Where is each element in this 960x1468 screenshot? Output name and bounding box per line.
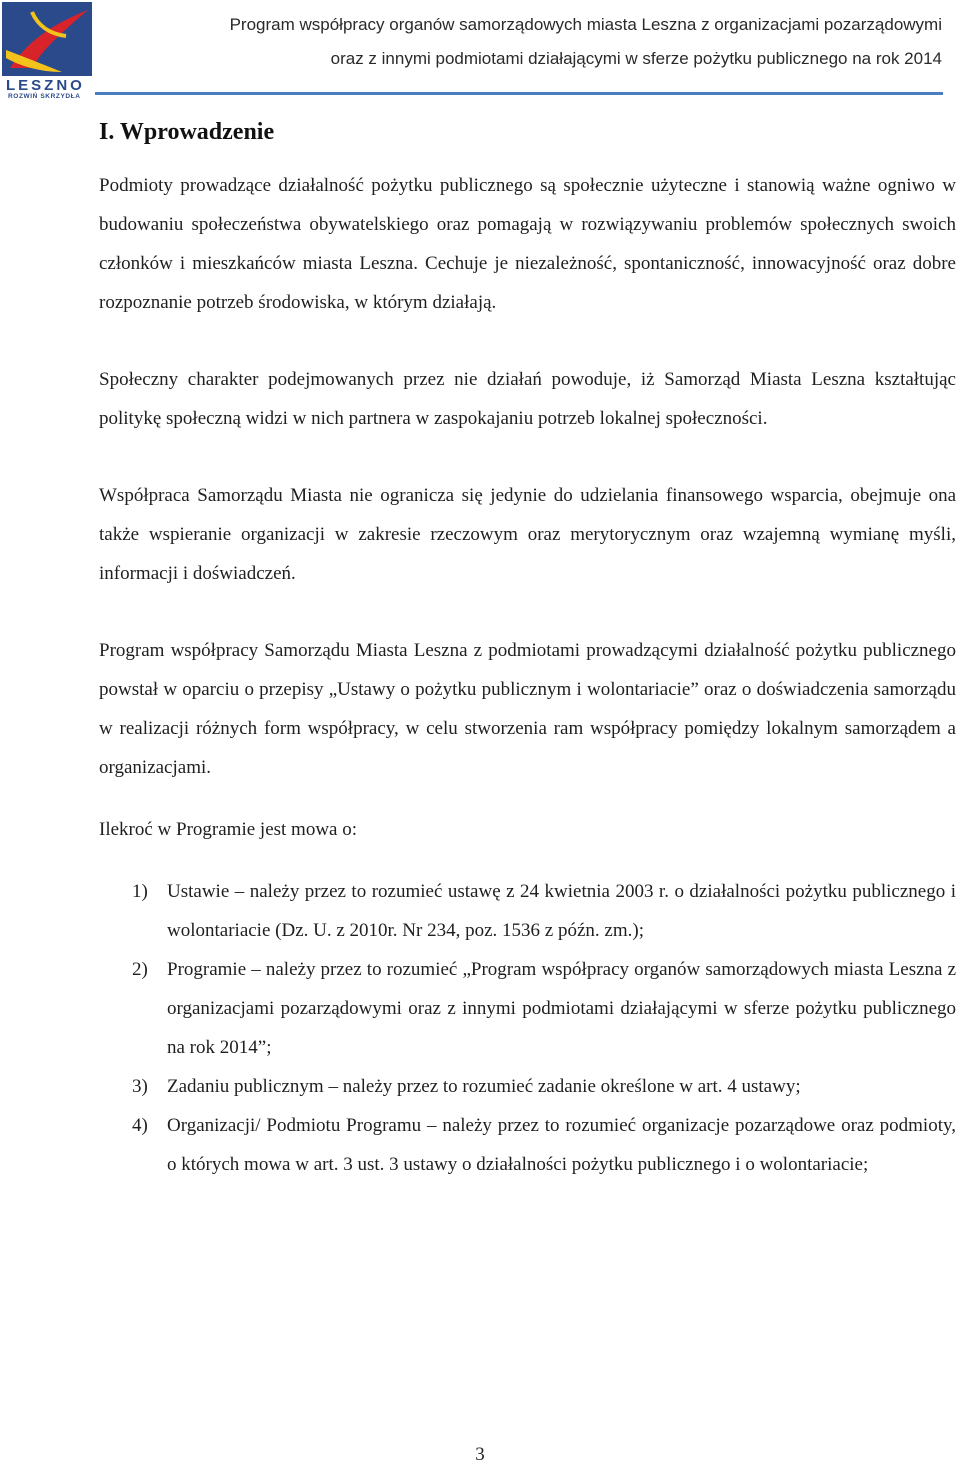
list-item-text: Zadaniu publicznym – należy przez to rozumieć zadanie określone w art. 4 ustawy; bbox=[167, 1076, 801, 1097]
definitions-list bbox=[99, 872, 956, 1184]
list-item bbox=[99, 872, 956, 950]
paragraph: Program współpracy Samorządu Miasta Leszna z podmiotami prowadzącymi działalność pożytku publicznego powstał w oparciu o przepisy „Ustawy o pożytku publicznym i wolontariacie” oraz o doświadczenia samorządu w realizacji różnych form współpracy, w celu stworzenia ram współpracy pomiędzy lokalnym samorządem a organizacjami. bbox=[99, 640, 956, 778]
list-item-text: Ustawie – należy przez to rozumieć ustawę z 24 kwietnia 2003 r. o działalności pożytku publicznego i wolontariacie (Dz. U. z 2010r. Nr 234, poz. 1536 z późn. zm.); bbox=[167, 881, 956, 941]
logo-tagline: ROZWIŃ SKRZYDŁA bbox=[8, 93, 81, 100]
list-item bbox=[99, 1106, 956, 1184]
list-item-number: 1) bbox=[132, 881, 148, 902]
header-title-line-2: oraz z innymi podmiotami działającymi w sferze pożytku publicznego na rok 2014 bbox=[330, 49, 942, 68]
list-item-number: 3) bbox=[132, 1076, 148, 1097]
list-item bbox=[99, 950, 956, 1067]
list-item-number: 4) bbox=[132, 1115, 148, 1136]
list-item-text: Programie – należy przez to rozumieć „Program współpracy organów samorządowych miasta Leszna z organizacjami pozarządowymi oraz z innymi podmiotami działającymi w sferze pożytku publicznego na rok 2014”; bbox=[167, 959, 956, 1058]
paragraph: Ilekroć w Programie jest mowa o: bbox=[99, 819, 358, 840]
list-item bbox=[99, 1067, 956, 1106]
leszno-logo bbox=[2, 2, 92, 100]
paragraph: Podmioty prowadzące działalność pożytku publicznego są społecznie użyteczne i stanowią ważne ogniwo w budowaniu społeczeństwa obywatelskiego oraz pomagają w rozwiązywaniu problemów społecznych swoich członków i mieszkańców miasta Leszna. Cechuje je niezależność, spontaniczność, innowacyjność oraz dobre rozpoznanie potrzeb środowiska, w którym działają. bbox=[99, 175, 956, 313]
list-item-number: 2) bbox=[132, 959, 148, 980]
paragraph: Współpraca Samorządu Miasta nie ogranicza się jedynie do udzielania finansowego wsparcia, obejmuje ona także wspieranie organizacji w zakresie rzeczowym oraz merytorycznym oraz wzajemną wymianę myśli, informacji i doświadczeń. bbox=[99, 485, 956, 584]
paragraph: Społeczny charakter podejmowanych przez nie działań powoduje, iż Samorząd Miasta Leszna kształtując politykę społeczną widzi w nich partnera w zaspokajaniu potrzeb lokalnej społeczności. bbox=[99, 369, 956, 429]
logo-text: LESZNO bbox=[6, 77, 85, 94]
document-body bbox=[99, 112, 956, 1184]
header-divider bbox=[95, 92, 943, 95]
section-title: I. Wprowadzenie bbox=[99, 119, 275, 145]
header-title-line-1: Program współpracy organów samorządowych miasta Leszna z organizacjami pozarządowymi bbox=[229, 15, 942, 34]
page-number: 3 bbox=[475, 1444, 485, 1465]
leszno-wings-emblem bbox=[2, 2, 92, 76]
list-item-text: Organizacji/ Podmiotu Programu – należy przez to rozumieć organizacje pozarządowe oraz podmioty, o których mowa w art. 3 ust. 3 ustawy o działalności pożytku publicznego i o wolontariacie; bbox=[167, 1115, 956, 1175]
page-header bbox=[0, 0, 960, 100]
